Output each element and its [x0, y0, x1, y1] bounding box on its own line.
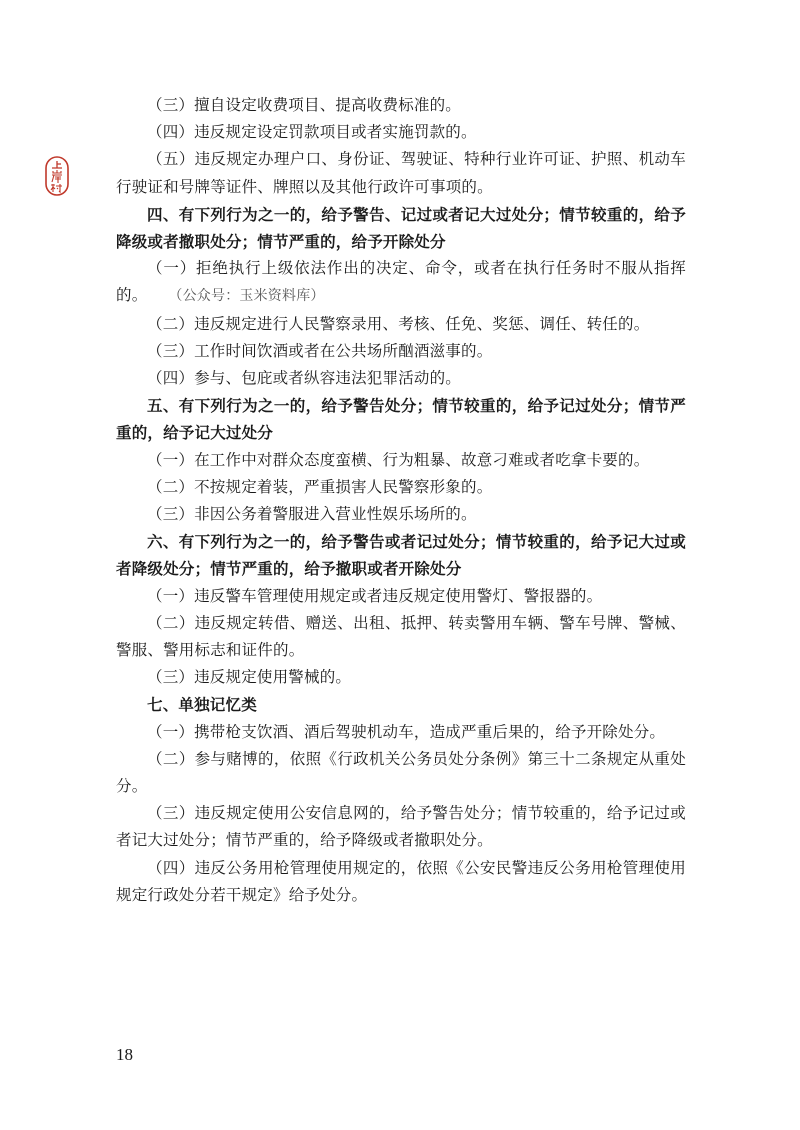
- paragraph-text: （四）违反公务用枪管理使用规定的，依照《公安民警违反公务用枪管理使用规定行政处分若干规定》给予处分。: [116, 858, 686, 904]
- list-item: [116, 610, 686, 664]
- list-item: [116, 719, 686, 746]
- list-item: [116, 664, 686, 691]
- paragraph-text: 六、有下列行为之一的，给予警告或者记过处分；情节较重的，给予记大过或者降级处分；情节严重的，给予撤职或者开除处分: [116, 532, 686, 579]
- list-item: [116, 447, 686, 474]
- paragraph-text: 五、有下列行为之一的，给予警告处分；情节较重的，给予记过处分；情节严重的，给予记大过处分: [116, 396, 686, 443]
- paragraph-text: （二）违反规定转借、赠送、出租、抵押、转卖警用车辆、警车号牌、警械、警服、警用标志和证件的。: [116, 613, 686, 660]
- paragraph-text: （三）非因公务着警服进入营业性娱乐场所的。: [147, 505, 477, 524]
- paragraph-text: （一）携带枪支饮酒、酒后驾驶机动车，造成严重后果的，给予开除处分。: [147, 722, 666, 741]
- list-item: [116, 474, 686, 501]
- list-item: [116, 119, 686, 146]
- list-item: [116, 746, 686, 800]
- section-heading: [116, 691, 686, 718]
- seal-stamp-icon: [45, 156, 69, 196]
- list-item: [116, 338, 686, 365]
- page-number: 18: [116, 1045, 133, 1064]
- section-heading: [116, 528, 686, 582]
- paragraph-text: （一）在工作中对群众态度蛮横、行为粗暴、故意刁难或者吃拿卡要的。: [147, 450, 650, 469]
- paragraph-text: （三）违反规定使用公安信息网的，给予警告处分；情节较重的，给予记过或者记大过处分；情节严重的，给予降级或者撤职处分。: [116, 804, 686, 850]
- list-item: [116, 92, 686, 119]
- paragraph-text: （一）违反警车管理使用规定或者违反规定使用警灯、警报器的。: [147, 586, 603, 605]
- list-item: [116, 800, 686, 854]
- list-item: [116, 365, 686, 392]
- paragraph-text: （五）违反规定办理户口、身份证、驾驶证、特种行业许可证、护照、机动车行驶证和号牌等证件、牌照以及其他行政许可事项的。: [116, 150, 686, 196]
- paragraph-text: （三）违反规定使用警械的。: [147, 668, 352, 687]
- paragraph-text: （二）参与赌博的，依照《行政机关公务员处分条例》第三十二条规定从重处分。: [116, 749, 686, 796]
- paragraph-text: （四）参与、包庇或者纵容违法犯罪活动的。: [147, 369, 462, 388]
- paragraph-text: 七、单独记忆类: [147, 695, 257, 715]
- paragraph-text: （三）工作时间饮酒或者在公共场所酗酒滋事的。: [147, 341, 493, 360]
- paragraph-text: （三）擅自设定收费项目、提高收费标准的。: [147, 96, 462, 114]
- list-item: [116, 146, 686, 200]
- document-body: [116, 92, 686, 909]
- list-item: [116, 583, 686, 610]
- paragraph-text: （一）拒绝执行上级依法作出的决定、命令，或者在执行任务时不服从指挥的。: [116, 259, 686, 305]
- paragraph-text: （四）违反规定设定罚款项目或者实施罚款的。: [147, 123, 477, 142]
- paragraph-text: （二）违反规定进行人民警察录用、考核、任免、奖惩、调任、转任的。: [147, 314, 650, 333]
- list-item: [116, 311, 686, 338]
- list-item: [116, 855, 686, 909]
- list-item: [116, 501, 686, 528]
- section-heading: [116, 392, 686, 446]
- section-heading: [116, 201, 686, 255]
- list-item: [116, 255, 686, 310]
- watermark-text: （公众号：玉米资料库）: [175, 288, 325, 305]
- paragraph-text: 四、有下列行为之一的，给予警告、记过或者记大过处分；情节较重的，给予降级或者撤职处分；情节严重的，给予开除处分: [116, 204, 686, 252]
- paragraph-text: （二）不按规定着装，严重损害人民警察形象的。: [147, 477, 493, 496]
